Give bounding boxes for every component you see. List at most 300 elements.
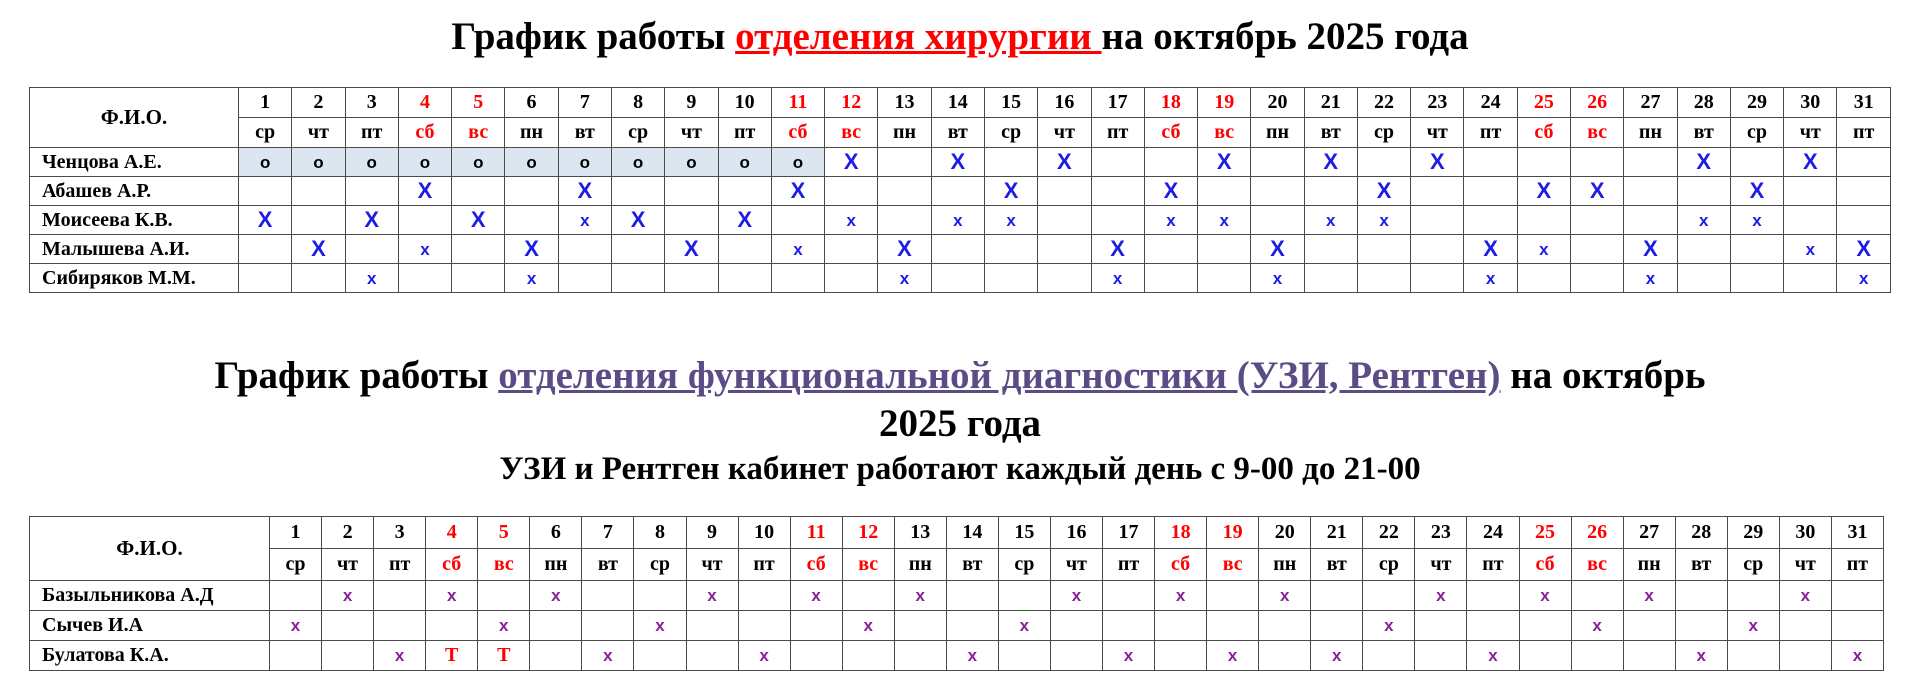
shift-mark: x	[526, 268, 537, 288]
schedule-cell	[478, 581, 530, 611]
shift-mark: X	[1483, 236, 1498, 261]
schedule-cell	[1357, 148, 1410, 177]
day-number: 31	[1831, 517, 1883, 549]
schedule-cell	[825, 235, 878, 264]
shift-mark: x	[707, 586, 717, 605]
schedule-cell	[1624, 177, 1677, 206]
shift-mark: x	[499, 616, 509, 635]
shift-mark: X	[1110, 236, 1125, 261]
shift-mark: x	[1752, 210, 1762, 230]
weekday: вс	[825, 118, 878, 148]
day-number: 17	[1091, 88, 1144, 118]
shift-mark: X	[1643, 236, 1658, 261]
shift-mark: X	[1057, 149, 1072, 174]
schedule-cell	[1155, 641, 1207, 671]
schedule-cell	[1517, 264, 1570, 293]
shift-mark: x	[1858, 268, 1869, 288]
schedule-cell	[1091, 177, 1144, 206]
schedule-cell	[1727, 611, 1779, 641]
schedule-cell	[270, 611, 322, 641]
schedule-cell	[270, 641, 322, 671]
day-number: 1	[239, 88, 292, 118]
schedule-cell	[398, 264, 451, 293]
schedule-cell	[634, 581, 686, 611]
shift-mark: T	[445, 644, 459, 666]
schedule-cell	[665, 177, 718, 206]
schedule-cell	[1677, 177, 1730, 206]
weekday: сб	[1155, 549, 1207, 581]
schedule-cell	[1207, 611, 1259, 641]
shift-mark: o	[366, 152, 377, 172]
shift-mark: X	[1802, 149, 1818, 174]
schedule-cell	[1357, 206, 1410, 235]
schedule-cell	[1727, 581, 1779, 611]
weekday: пн	[1623, 549, 1675, 581]
schedule-cell	[1571, 581, 1623, 611]
shift-mark: x	[1645, 268, 1656, 288]
day-number: 8	[634, 517, 686, 549]
shift-mark: x	[1748, 616, 1759, 635]
schedule-cell	[558, 148, 611, 177]
schedule-cell	[842, 581, 894, 611]
schedule-cell	[686, 581, 738, 611]
schedule-cell	[1571, 235, 1624, 264]
shift-mark: o	[419, 152, 431, 172]
weekday: чт	[1411, 118, 1464, 148]
schedule-cell	[1050, 611, 1102, 641]
day-number: 27	[1623, 517, 1675, 549]
shift-mark: x	[1852, 646, 1863, 665]
schedule-cell	[894, 641, 946, 671]
weekday: вт	[1311, 549, 1363, 581]
schedule-cell	[398, 206, 451, 235]
weekday: ср	[1357, 118, 1410, 148]
schedule-cell	[1624, 148, 1677, 177]
weekday: пт	[738, 549, 790, 581]
shift-mark: x	[1540, 586, 1550, 605]
shift-mark: X	[897, 236, 912, 261]
schedule-cell	[1363, 581, 1415, 611]
schedule-cell	[452, 264, 505, 293]
day-number: 31	[1837, 88, 1891, 118]
diagnostics-title	[0, 352, 1920, 448]
schedule-cell	[878, 235, 931, 264]
schedule-cell	[345, 235, 398, 264]
schedule-cell	[894, 611, 946, 641]
shift-mark: X	[1323, 149, 1339, 174]
day-number: 26	[1571, 88, 1624, 118]
schedule-cell	[1050, 641, 1102, 671]
diagnostics-subtitle: УЗИ и Рентген кабинет работают каждый день с 9-00 до 21-00	[499, 451, 1421, 487]
diagnostics-title-suffix: на октябрь	[1500, 354, 1706, 397]
schedule-cell	[1251, 148, 1304, 177]
weekday: пн	[505, 118, 558, 148]
shift-mark: x	[1485, 268, 1496, 288]
day-number: 10	[738, 517, 790, 549]
day-number: 4	[426, 517, 478, 549]
schedule-cell	[558, 177, 611, 206]
shift-mark: o	[792, 152, 804, 172]
schedule-cell	[452, 235, 505, 264]
schedule-cell	[1464, 235, 1517, 264]
weekday: пт	[1831, 549, 1883, 581]
shift-mark: o	[686, 152, 697, 172]
schedule-cell	[771, 177, 824, 206]
schedule-cell	[1784, 235, 1837, 264]
schedule-cell	[1730, 148, 1783, 177]
shift-mark: X	[577, 178, 593, 203]
schedule-cell	[665, 235, 718, 264]
diagnostics-title-prefix: График работы	[214, 354, 499, 397]
schedule-cell	[322, 581, 374, 611]
shift-mark: o	[313, 152, 324, 172]
schedule-row	[30, 206, 1891, 235]
day-number: 12	[842, 517, 894, 549]
schedule-cell	[1411, 235, 1464, 264]
schedule-cell	[292, 148, 345, 177]
schedule-cell	[1091, 148, 1144, 177]
fio-header: Ф.И.О.	[30, 517, 270, 581]
shift-mark: X	[790, 178, 806, 203]
day-number: 16	[1038, 88, 1091, 118]
shift-mark: x	[1488, 646, 1498, 665]
shift-mark: x	[1696, 646, 1706, 665]
schedule-cell	[878, 206, 931, 235]
schedule-cell	[270, 581, 322, 611]
schedule-cell	[1784, 177, 1837, 206]
schedule-cell	[611, 148, 664, 177]
weekday: пн	[878, 118, 931, 148]
weekday: вт	[1304, 118, 1357, 148]
diagnostics-title-dept: отделения функциональной диагностики (УЗИ, Рентген)	[498, 354, 1501, 397]
weekday: вс	[1198, 118, 1251, 148]
schedule-cell	[374, 581, 426, 611]
shift-mark: X	[257, 207, 273, 232]
schedule-cell	[1304, 177, 1357, 206]
shift-mark: X	[684, 236, 699, 261]
weekday: ср	[1363, 549, 1415, 581]
schedule-cell	[1837, 177, 1891, 206]
schedule-cell	[1357, 235, 1410, 264]
shift-mark: X	[470, 207, 486, 232]
diagnostics-schedule-table	[29, 516, 1884, 671]
weekday: пн	[1259, 549, 1311, 581]
schedule-cell	[1517, 177, 1570, 206]
schedule-cell	[1571, 641, 1623, 671]
schedule-cell	[505, 264, 558, 293]
schedule-cell	[582, 581, 634, 611]
employee-name: Абашев А.Р.	[30, 177, 239, 206]
schedule-cell	[738, 611, 790, 641]
shift-mark: X	[1429, 149, 1445, 174]
schedule-cell	[611, 177, 664, 206]
schedule-cell	[1784, 206, 1837, 235]
schedule-cell	[1784, 148, 1837, 177]
day-number: 30	[1784, 88, 1837, 118]
day-number: 22	[1363, 517, 1415, 549]
schedule-cell	[634, 641, 686, 671]
weekday: ср	[611, 118, 664, 148]
schedule-cell	[665, 148, 718, 177]
schedule-cell	[1624, 235, 1677, 264]
weekday: пт	[1837, 118, 1891, 148]
day-number: 13	[894, 517, 946, 549]
schedule-cell	[292, 235, 345, 264]
schedule-cell	[1144, 206, 1197, 235]
day-number: 15	[998, 517, 1050, 549]
weekday: пт	[1467, 549, 1519, 581]
shift-mark: X	[311, 236, 326, 261]
schedule-cell	[1103, 611, 1155, 641]
shift-mark: x	[1699, 210, 1709, 230]
shift-mark: x	[1227, 646, 1238, 665]
weekday: сб	[771, 118, 824, 148]
shift-mark: x	[1436, 586, 1446, 605]
schedule-cell	[1571, 177, 1624, 206]
schedule-cell	[1091, 206, 1144, 235]
shift-mark: x	[846, 210, 856, 230]
day-number: 11	[790, 517, 842, 549]
schedule-cell	[931, 177, 984, 206]
schedule-cell	[1103, 581, 1155, 611]
shift-mark: X	[843, 149, 859, 174]
schedule-cell	[984, 264, 1037, 293]
schedule-cell	[1198, 148, 1251, 177]
schedule-cell	[878, 177, 931, 206]
day-number: 23	[1411, 88, 1464, 118]
schedule-cell	[1837, 264, 1891, 293]
schedule-cell	[718, 235, 771, 264]
shift-mark: x	[759, 646, 769, 665]
day-number: 28	[1677, 88, 1730, 118]
weekday: сб	[1519, 549, 1571, 581]
day-number: 15	[984, 88, 1037, 118]
weekday: ср	[1730, 118, 1783, 148]
weekday: вт	[931, 118, 984, 148]
weekday: сб	[1144, 118, 1197, 148]
schedule-cell	[398, 235, 451, 264]
shift-mark: x	[1175, 586, 1186, 605]
schedule-cell	[1571, 264, 1624, 293]
shift-mark: T	[497, 644, 511, 666]
schedule-cell	[946, 581, 998, 611]
schedule-cell	[1730, 177, 1783, 206]
schedule-cell	[842, 611, 894, 641]
employee-name: Малышева А.И.	[30, 235, 239, 264]
weekday: вс	[842, 549, 894, 581]
schedule-cell	[946, 611, 998, 641]
schedule-cell	[1675, 581, 1727, 611]
schedule-cell	[1311, 611, 1363, 641]
weekday: вс	[1571, 118, 1624, 148]
weekday: сб	[790, 549, 842, 581]
day-number: 20	[1259, 517, 1311, 549]
schedule-cell	[345, 177, 398, 206]
weekday: ср	[239, 118, 292, 148]
shift-mark: x	[394, 646, 405, 665]
schedule-cell	[1623, 611, 1675, 641]
schedule-cell	[1837, 206, 1891, 235]
weekday: пн	[1624, 118, 1677, 148]
schedule-cell	[1415, 611, 1467, 641]
schedule-cell	[452, 177, 505, 206]
shift-mark: X	[1376, 178, 1392, 203]
schedule-cell	[582, 641, 634, 671]
schedule-cell	[665, 206, 718, 235]
schedule-cell	[1415, 581, 1467, 611]
schedule-cell	[505, 148, 558, 177]
shift-mark: o	[739, 152, 750, 172]
schedule-cell	[611, 235, 664, 264]
schedule-cell	[558, 206, 611, 235]
day-number: 7	[558, 88, 611, 118]
shift-mark: x	[1592, 616, 1602, 635]
shift-mark: X	[1216, 149, 1232, 174]
schedule-cell	[738, 581, 790, 611]
schedule-cell	[1198, 177, 1251, 206]
schedule-cell	[239, 264, 292, 293]
schedule-cell	[239, 177, 292, 206]
shift-mark: X	[950, 149, 966, 174]
schedule-cell	[1677, 148, 1730, 177]
shift-mark: X	[1003, 178, 1019, 203]
schedule-cell	[998, 611, 1050, 641]
schedule-cell	[1207, 581, 1259, 611]
employee-name: Сибиряков М.М.	[30, 264, 239, 293]
schedule-cell	[1259, 611, 1311, 641]
day-number: 30	[1779, 517, 1831, 549]
day-number: 24	[1467, 517, 1519, 549]
shift-mark: x	[1539, 239, 1549, 259]
schedule-cell	[530, 611, 582, 641]
day-number: 29	[1727, 517, 1779, 549]
weekday: вс	[452, 118, 505, 148]
day-number: 18	[1155, 517, 1207, 549]
schedule-row	[30, 611, 1884, 641]
day-number: 26	[1571, 517, 1623, 549]
weekday: пт	[1103, 549, 1155, 581]
surgery-schedule-table	[29, 87, 1891, 293]
shift-mark: x	[915, 586, 926, 605]
schedule-cell	[931, 235, 984, 264]
schedule-cell	[878, 148, 931, 177]
schedule-cell	[1038, 177, 1091, 206]
schedule-cell	[611, 264, 664, 293]
surgery-title	[0, 12, 1920, 62]
schedule-cell	[1411, 148, 1464, 177]
schedule-cell	[1519, 581, 1571, 611]
weekday: ср	[634, 549, 686, 581]
schedule-cell	[1837, 148, 1891, 177]
shift-mark: x	[967, 646, 978, 665]
schedule-cell	[452, 206, 505, 235]
schedule-cell	[634, 611, 686, 641]
day-number: 21	[1304, 88, 1357, 118]
surgery-title-dept: отделения хирургии	[735, 15, 1102, 58]
day-number: 5	[478, 517, 530, 549]
schedule-cell	[1571, 611, 1623, 641]
schedule-cell	[686, 641, 738, 671]
schedule-cell	[530, 581, 582, 611]
weekday: чт	[665, 118, 718, 148]
schedule-cell	[1038, 206, 1091, 235]
day-number: 8	[611, 88, 664, 118]
schedule-cell	[582, 611, 634, 641]
schedule-cell	[1677, 235, 1730, 264]
schedule-cell	[322, 611, 374, 641]
schedule-cell	[1464, 177, 1517, 206]
schedule-cell	[292, 264, 345, 293]
shift-mark: x	[1166, 210, 1176, 230]
shift-mark: X	[1163, 178, 1179, 203]
shift-mark: o	[526, 152, 537, 172]
shift-mark: x	[1006, 210, 1016, 230]
day-number: 14	[946, 517, 998, 549]
employee-name: Сычев И.А	[30, 611, 270, 641]
shift-mark: x	[1332, 646, 1342, 665]
schedule-cell	[1571, 206, 1624, 235]
schedule-cell	[505, 235, 558, 264]
shift-mark: x	[655, 616, 665, 635]
schedule-cell	[374, 641, 426, 671]
schedule-cell	[771, 235, 824, 264]
day-number: 17	[1103, 517, 1155, 549]
schedule-cell	[998, 581, 1050, 611]
schedule-cell	[825, 206, 878, 235]
shift-mark: x	[1800, 586, 1811, 605]
shift-mark: X	[1749, 178, 1765, 203]
schedule-cell	[1050, 581, 1102, 611]
shift-mark: X	[630, 207, 646, 232]
schedule-cell	[984, 235, 1037, 264]
weekday: пт	[1464, 118, 1517, 148]
shift-mark: x	[1123, 646, 1134, 665]
weekday: сб	[398, 118, 451, 148]
day-number: 21	[1311, 517, 1363, 549]
day-number: 2	[322, 517, 374, 549]
schedule-cell	[558, 235, 611, 264]
shift-mark: x	[1379, 210, 1389, 230]
day-number: 19	[1207, 517, 1259, 549]
day-number: 1	[270, 517, 322, 549]
schedule-cell	[1415, 641, 1467, 671]
schedule-cell	[1207, 641, 1259, 671]
schedule-cell	[686, 611, 738, 641]
shift-mark: x	[863, 616, 873, 635]
schedule-cell	[825, 177, 878, 206]
schedule-cell	[718, 264, 771, 293]
schedule-cell	[825, 148, 878, 177]
day-number: 5	[452, 88, 505, 118]
schedule-cell	[1677, 264, 1730, 293]
schedule-cell	[1837, 235, 1891, 264]
schedule-cell	[1103, 641, 1155, 671]
weekday: пн	[530, 549, 582, 581]
fio-header: Ф.И.О.	[30, 88, 239, 148]
schedule-cell	[1251, 206, 1304, 235]
day-number: 25	[1519, 517, 1571, 549]
shift-mark: X	[417, 178, 433, 203]
schedule-cell	[931, 264, 984, 293]
schedule-cell	[1623, 581, 1675, 611]
schedule-cell	[1198, 206, 1251, 235]
schedule-cell	[825, 264, 878, 293]
schedule-cell	[1259, 641, 1311, 671]
weekday: вт	[1675, 549, 1727, 581]
schedule-cell	[1517, 148, 1570, 177]
schedule-cell	[1517, 206, 1570, 235]
schedule-cell	[984, 148, 1037, 177]
